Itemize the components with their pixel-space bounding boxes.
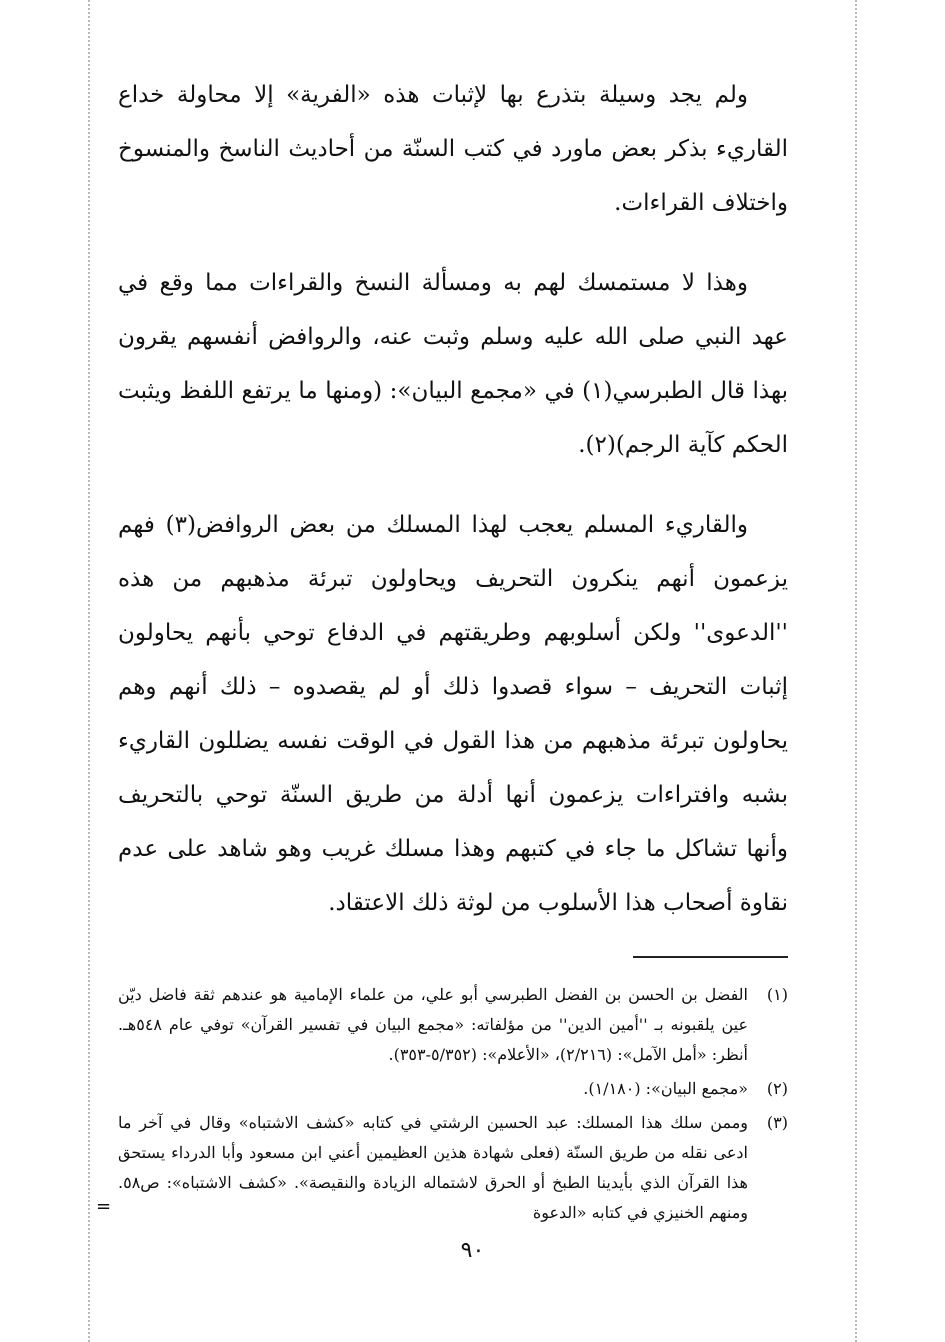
footnote-1 bbox=[118, 980, 788, 1070]
paragraph-3: والقاريء المسلم يعجب لهذا المسلك من بعض الروافض(٣) فهم يزعمون أنهم ينكرون التحريف ويحاولون تبرئة مذهبهم من هذه ''الدعوى'' ولكن أسلوبهم وطريقتهم في الدفاع توحي بأنهم يحاولون إثبات التحريف – سواء قصدوا ذلك أو لم يقصدوه – ذلك أنهم وهم يحاولون تبرئة مذهبهم من هذا القول في الوقت نفسه يضللون القاريء بشبه وافتراءات يزعمون أنها أدلة من طريق السنّة توحي بالتحريف وأنها تشاكل ما جاء في كتبهم وهذا مسلك غريب وهو شاهد على عدم نقاوة أصحاب هذا الأسلوب من لوثة ذلك الاعتقاد. bbox=[118, 512, 788, 916]
footnote-text: «مجمع البيان»: (١/١٨٠). bbox=[583, 1079, 748, 1098]
right-margin-guide bbox=[855, 0, 857, 1342]
continuation-mark: = bbox=[96, 1196, 112, 1217]
footnote-separator bbox=[633, 956, 788, 958]
paragraph-1: ولم يجد وسيلة بتذرع بها لإثبات هذه «الفرية» إلا محاولة خداع القاريء بذكر بعض ماورد في كتب السنّة من أحاديث الناسخ والمنسوخ واختلاف القراءات. bbox=[118, 82, 788, 216]
paragraph-2: وهذا لا مستمسك لهم به ومسألة النسخ والقراءات مما وقع في عهد النبي صلى الله عليه وسلم وثبت عنه، والروافض أنفسهم يقرون بهذا قال الطبرسي(١) في «مجمع البيان»: (ومنها ما يرتفع اللفظ ويثبت الحكم كآية الرجم)(٢). bbox=[118, 270, 788, 458]
footnote-2 bbox=[118, 1074, 788, 1104]
page-body bbox=[118, 68, 788, 1232]
left-margin-guide bbox=[88, 0, 90, 1342]
page-number: ٩٠ bbox=[460, 1238, 485, 1263]
footnote-3 bbox=[118, 1108, 788, 1228]
footnote-number: (١) bbox=[766, 985, 788, 1004]
footnote-text: وممن سلك هذا المسلك: عبد الحسين الرشتي في كتابه «كشف الاشتباه» وقال في آخر ما ادعى نقله من طريق السنّة (فعلى شهادة هذين العظيمين أعني ابن مسعود وأبا الدرداء يستحق هذا القرآن الذي بأيدينا الطبخ أو الحرق لاشتماله الزيادة والنقيصة». «كشف الاشتباه»: ص٥٨. ومنهم الخنيزي في كتابه «الدعوة bbox=[118, 1113, 749, 1222]
footnote-number: (٢) bbox=[766, 1079, 788, 1098]
footnote-text: الفضل بن الحسن بن الفضل الطبرسي أبو علي، من علماء الإمامية هو عندهم ثقة فاضل ديّن عين يلقبونه بـ ''أمين الدين'' من مؤلفاته: «مجمع البيان في تفسير القرآن» توفي عام ٥٤٨هـ. أنظر: «أمل الآمل»: (٢/٢١٦)، «الأعلام»: (٥/٣٥٢-٣٥٣). bbox=[118, 985, 748, 1064]
footnote-number: (٣) bbox=[766, 1113, 788, 1132]
footnotes bbox=[118, 980, 788, 1228]
